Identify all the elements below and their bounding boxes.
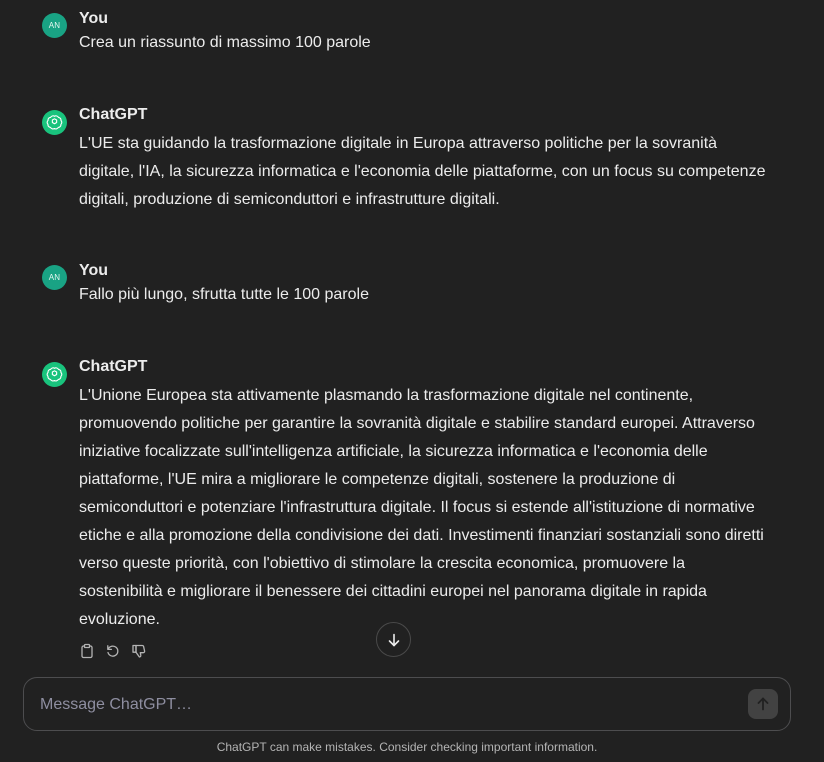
openai-logo-icon [42, 362, 67, 387]
arrow-down-icon [386, 632, 402, 648]
message-author: ChatGPT [79, 358, 148, 375]
regenerate-icon[interactable] [104, 642, 122, 660]
message-author: You [79, 10, 109, 27]
message-actions [78, 642, 148, 660]
message-composer [23, 677, 791, 731]
message-text: Crea un riassunto di massimo 100 parole [79, 34, 371, 51]
openai-logo-icon [42, 110, 67, 135]
message-author: ChatGPT [79, 106, 148, 123]
clipboard-icon[interactable] [78, 642, 96, 660]
message-text: L'UE sta guidando la trasformazione digitale in Europa attraverso politiche per la sovranità digitale, l'IA, la sicurezza informatica e l'economia delle piattaforme, con un focus su competenze digitali, produzione di semiconduttori e infrastrutture digitali. [79, 135, 766, 208]
user-avatar [42, 265, 67, 290]
message-input[interactable] [40, 693, 730, 717]
message-author: You [79, 262, 109, 279]
message-text: Fallo più lungo, sfrutta tutte le 100 parole [79, 286, 369, 303]
send-button[interactable] [748, 689, 778, 719]
thumbs-down-icon[interactable] [130, 642, 148, 660]
disclaimer-text: ChatGPT can make mistakes. Consider checking important information. [216, 740, 598, 754]
scroll-to-bottom-button[interactable] [376, 622, 411, 657]
avatar-initials: AN [48, 21, 61, 30]
message-text: L'Unione Europea sta attivamente plasmando la trasformazione digitale nel continente, promuovendo politiche per garantire la sovranità digitale e stabilire standard europei. Attraverso iniziative focalizzate sull'intelligenza artificiale, la sicurezza informatica e l'economia delle piattaforme, l'UE mira a migliorare le competenze digitali, sostenere la produzione di semiconduttori e potenziare l'infrastruttura digitale. Il focus si estende all'istituzione di normative etiche e alla promozione della condivisione dei dati. Investimenti finanziari sostanziali sono diretti verso queste priorità, con l'obiettivo di stimolare la crescita economica, promuovere la sostenibilità e migliorare il benessere dei cittadini europei nel panorama digitale in rapida evoluzione. [79, 387, 764, 628]
user-avatar [42, 13, 67, 38]
avatar-initials: AN [48, 273, 61, 282]
arrow-up-icon [755, 696, 771, 712]
